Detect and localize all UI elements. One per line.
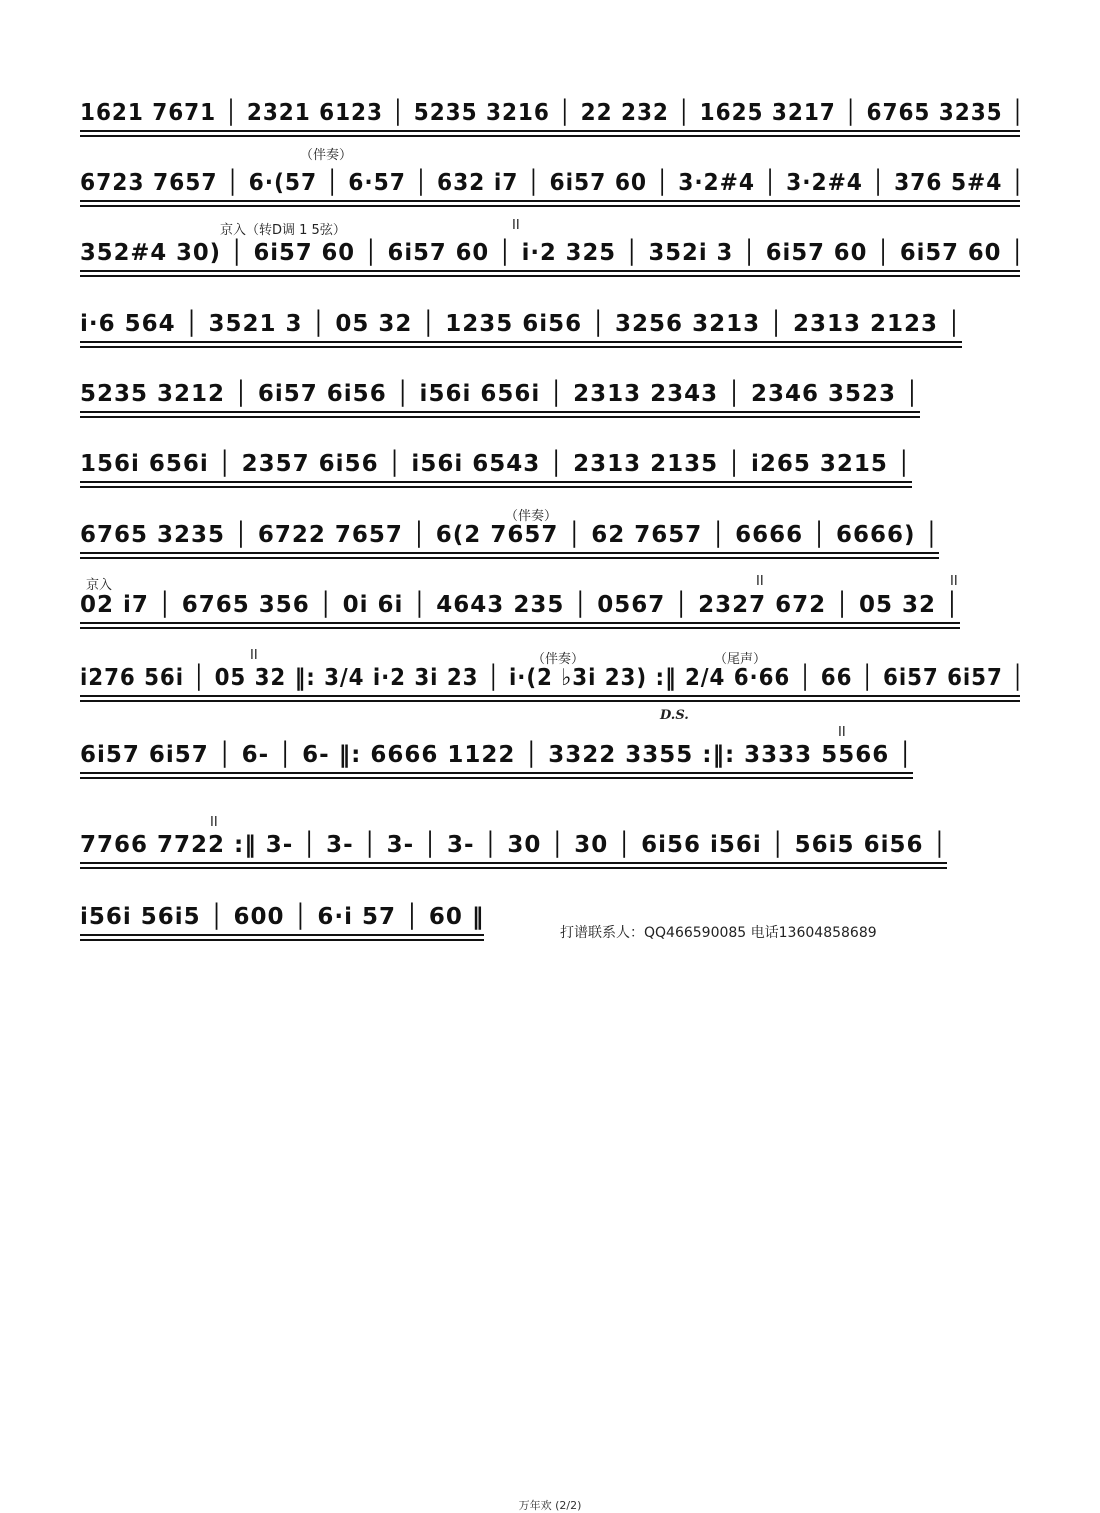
notes: 156i 656i │ 2357 6i56 │ i56i 6543 │ 2313 2135 │ i265 3215 │	[80, 451, 912, 477]
jingru-label: 京入	[86, 578, 113, 593]
accomp-label: （伴奏）	[505, 509, 558, 524]
notes: 6765 3235 │ 6722 7657 │ 6(2 7657 │ 62 7657 │ 6666 │ 6666) │	[80, 522, 940, 548]
beam-line	[80, 867, 947, 869]
score-row-1	[0, 86, 1100, 156]
beam-line	[80, 939, 484, 941]
notes: 5235 3212 │ 6i57 6i56 │ i56i 656i │ 2313 2343 │ 2346 3523 │	[80, 381, 920, 407]
beam-line	[80, 772, 913, 774]
notes: i56i 56i5 │ 600 │ 6·i 57 │ 60 ‖	[80, 904, 485, 930]
beam-line	[80, 622, 960, 624]
notes: 352#4 30) │ 6i57 60 │ 6i57 60 │ i·2 325 │ 352i 3 │ 6i57 60 │ 6i57 60 │	[80, 240, 1025, 266]
roman-numeral-mark: II	[250, 648, 258, 663]
beam-line	[80, 552, 939, 554]
beam-line	[80, 416, 920, 418]
roman-numeral-mark: II	[950, 574, 958, 589]
beam-line	[80, 346, 962, 348]
beam-line	[80, 200, 1020, 202]
roman-numeral-mark: II	[756, 574, 764, 589]
notes: 1621 7671 │ 2321 6123 │ 5235 3216 │ 22 232 │ 1625 3217 │ 6765 3235 │	[80, 100, 1025, 126]
beam-line	[80, 135, 1020, 137]
notes: 02 i7 │ 6765 356 │ 0i 6i │ 4643 235 │ 0567 │ 2327 672 │ 05 32 │	[80, 592, 960, 618]
beam-line	[80, 862, 947, 864]
beam-line	[80, 627, 960, 629]
notes: 7766 7722 :‖ 3- │ 3- │ 3- │ 3- │ 30 │ 30 │ 6i56 i56i │ 56i5 6i56 │	[80, 832, 948, 858]
ds-mark: D.S.	[660, 708, 689, 723]
accomp-label: （伴奏）	[532, 652, 585, 667]
roman-numeral-mark: II	[210, 815, 218, 830]
notes: i276 56i │ 05 32 ‖: 3/4 i·2 3i 23 │ i·(2 ♭3i 23) :‖ 2/4 6·66 │ 66 │ 6i57 6i57 │	[80, 665, 1025, 691]
roman-numeral-mark: II	[512, 218, 520, 233]
jingru-modulate-label: 京入（转D调 1 5弦）	[220, 223, 346, 238]
coda-label: （尾声）	[714, 652, 767, 667]
score-row-6	[0, 437, 1100, 507]
notes: i·6 564 │ 3521 3 │ 05 32 │ 1235 6i56 │ 3256 3213 │ 2313 2123 │	[80, 311, 962, 337]
beam-line	[80, 700, 1020, 702]
score-row-10	[0, 728, 1100, 798]
beam-line	[80, 481, 912, 483]
beam-line	[80, 275, 1020, 277]
beam-line	[80, 777, 913, 779]
beam-line	[80, 934, 484, 936]
contact-info: 打谱联系人：QQ466590085 电话13604858689	[560, 925, 877, 941]
score-row-4	[0, 297, 1100, 367]
page-footer: 万年欢 (2/2)	[518, 1499, 582, 1512]
beam-line	[80, 270, 1020, 272]
beam-line	[80, 205, 1020, 207]
notes: 6i57 6i57 │ 6- │ 6- ‖: 6666 1122 │ 3322 3355 :‖: 3333 5566 │	[80, 742, 914, 768]
score-row-3	[0, 226, 1100, 296]
beam-line	[80, 130, 1020, 132]
beam-line	[80, 411, 920, 413]
beam-line	[80, 341, 962, 343]
beam-line	[80, 486, 912, 488]
score-row-11	[0, 818, 1100, 888]
score-row-2	[0, 156, 1100, 226]
notes: 6723 7657 │ 6·(57 │ 6·57 │ 632 i7 │ 6i57 60 │ 3·2#4 │ 3·2#4 │ 376 5#4 │	[80, 170, 1025, 196]
beam-line	[80, 695, 1020, 697]
score-row-12	[0, 890, 1100, 960]
roman-numeral-mark: II	[838, 725, 846, 740]
score-row-8	[0, 578, 1100, 648]
accomp-label: （伴奏）	[300, 148, 353, 163]
score-row-5	[0, 367, 1100, 437]
beam-line	[80, 557, 939, 559]
